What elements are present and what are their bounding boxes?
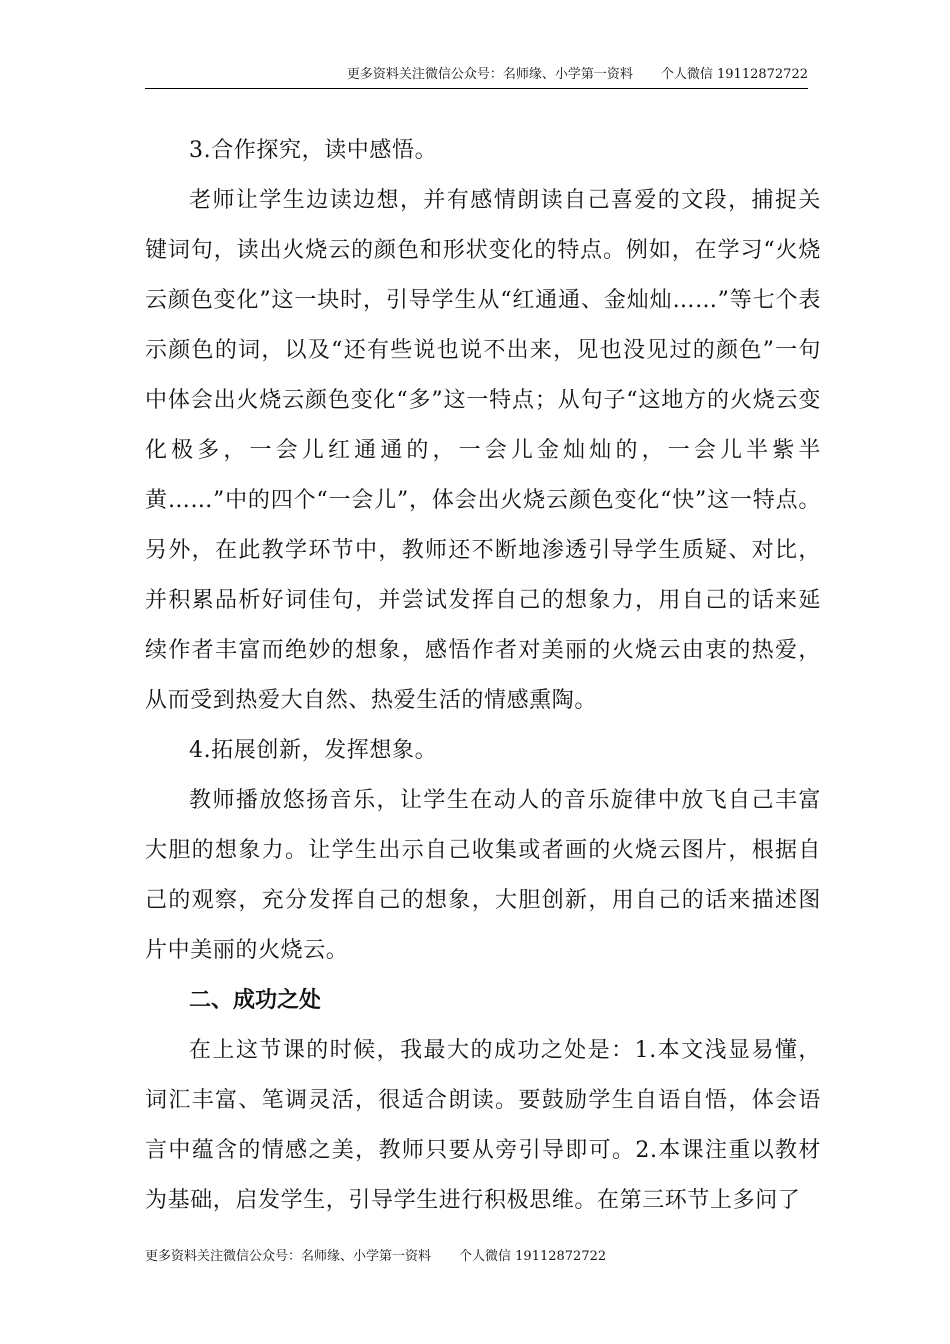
section-3-paragraph: 老师让学生边读边想，并有感情朗读自己喜爱的文段，捕捉关键词句，读出火烧云的颜色和形状变化的特点。例如，在学习“火烧云颜色变化”这一块时，引导学生从“红通通、金灿灿……”等七个表示颜色的词，以及“还有些说也说不出来，见也没见过的颜色”一句中体会出火烧云颜色变化“多”这一特点；从句子“这地方的火烧云变化极多，一会儿红通通的，一会儿金灿灿的，一会儿半紫半黄……”中的四个“一会儿”，体会出火烧云颜色变化“快”这一特点。另外，在此教学环节中，教师还不断地渗透引导学生质疑、对比，并积累品析好词佳句，并尝试发挥自己的想象力，用自己的话来延续作者丰富而绝妙的想象，感悟作者对美丽的火烧云由衷的热爱，从而受到热爱大自然、热爱生活的情感熏陶。 xyxy=(145,188,821,713)
section-4-title: 4.拓展创新，发挥想象。 xyxy=(189,738,438,763)
part-2-paragraph: 在上这节课的时候，我最大的成功之处是：1.本文浅显易懂，词汇丰富、笔调灵活，很适合朗读。要鼓励学生自语自悟，体会语言中蕴含的情感之美，教师只要从旁引导即可。2.本课注重以教材为基础，启发学生，引导学生进行积极思维。在第三环节上多问了 xyxy=(145,1038,821,1213)
page-footer xyxy=(145,1248,606,1266)
part-2-heading: 二、成功之处 xyxy=(189,988,322,1013)
footer-promo-text: 更多资料关注微信公众号：名师缘、小学第一资料 xyxy=(145,1249,432,1264)
section-4-paragraph: 教师播放悠扬音乐，让学生在动人的音乐旋律中放飞自己丰富大胆的想象力。让学生出示自己收集或者画的火烧云图片，根据自己的观察，充分发挥自己的想象，大胆创新，用自己的话来描述图片中美丽的火烧云。 xyxy=(145,788,821,963)
section-3-title: 3.合作探究，读中感悟。 xyxy=(189,138,438,163)
document-body xyxy=(145,126,821,1226)
page-header xyxy=(145,66,808,89)
header-promo-text: 更多资料关注微信公众号：名师缘、小学第一资料 xyxy=(346,67,633,82)
header-wechat-text: 个人微信 19112872722 xyxy=(660,67,808,82)
footer-wechat-text: 个人微信 19112872722 xyxy=(459,1249,607,1264)
